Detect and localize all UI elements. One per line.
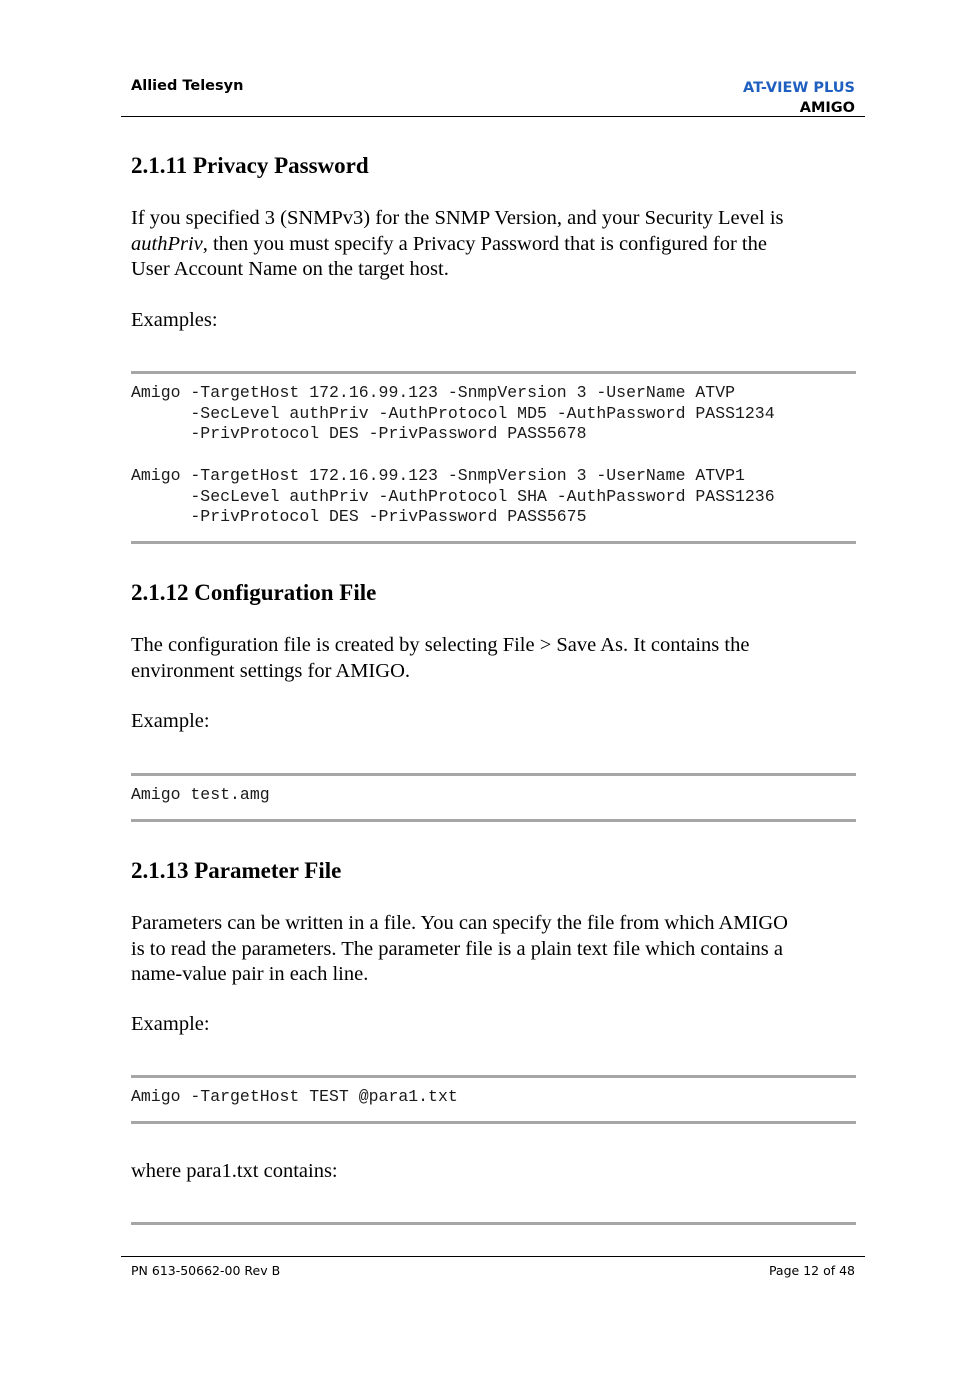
header-title-block [743, 78, 855, 118]
code-block-top-rule [131, 1075, 856, 1078]
body-line: is to read the parameters. The parameter file is a plain text file which contains a [131, 937, 783, 960]
body-text: , then you must specify a Privacy Password that is configured for the [202, 232, 767, 255]
code-block-parameter-example: Amigo -TargetHost TEST @para1.txt [131, 1087, 458, 1106]
example-label: Example: [131, 1013, 210, 1035]
italic-term: authPriv [131, 232, 203, 255]
section-heading-parameter-file: 2.1.13 Parameter File [131, 858, 342, 883]
footer-rule [121, 1256, 865, 1257]
code-block-bottom-rule [131, 819, 856, 822]
code-block-top-rule [131, 773, 856, 776]
header-product: AT-VIEW PLUS [743, 80, 855, 96]
code-block-privacy-examples: Amigo -TargetHost 172.16.99.123 -SnmpVersion 3 -UserName ATVP -SecLevel authPriv -AuthProtocol MD5 -AuthPassword PASS1234 -PrivProtocol DES -PrivPassword PASS5678 Amigo -TargetHost 172.16.99.123 -SnmpVersion 3 -UserName ATVP1 -SecLevel authPriv -AuthProtocol SHA -AuthPassword PASS1236 -PrivProtocol DES -PrivPassword PASS5675 [131, 383, 775, 527]
body-line: Parameters can be written in a file. You can specify the file from which AMIGO [131, 912, 788, 934]
code-block-bottom-rule [131, 541, 856, 544]
where-text: where para1.txt contains: [131, 1160, 338, 1182]
header-company: Allied Telesyn [131, 78, 244, 94]
body-line [131, 232, 851, 258]
code-block-bottom-rule [131, 1121, 856, 1124]
body-line: The configuration file is created by selecting File > Save As. It contains the [131, 634, 750, 656]
section-heading-privacy-password: 2.1.11 Privacy Password [131, 153, 369, 178]
footer-part-number: PN 613-50662-00 Rev B [131, 1263, 281, 1278]
code-block-config-example: Amigo test.amg [131, 785, 270, 804]
section-body-parameter-file [131, 911, 851, 988]
code-block-top-rule [131, 1222, 856, 1225]
header-rule [121, 116, 865, 117]
section-heading-configuration-file: 2.1.12 Configuration File [131, 580, 377, 605]
body-line: name-value pair in each line. [131, 963, 369, 985]
body-line: User Account Name on the target host. [131, 258, 449, 280]
section-body-configuration-file [131, 633, 851, 684]
examples-label: Examples: [131, 309, 218, 331]
body-line: environment settings for AMIGO. [131, 659, 410, 682]
header-module: AMIGO [799, 100, 855, 116]
footer-page-number: Page 12 of 48 [768, 1263, 855, 1278]
code-block-top-rule [131, 371, 856, 374]
body-line: If you specified 3 (SNMPv3) for the SNMP Version, and your Security Level is [131, 207, 784, 229]
example-label: Example: [131, 710, 210, 732]
section-body-privacy-password [131, 206, 851, 283]
